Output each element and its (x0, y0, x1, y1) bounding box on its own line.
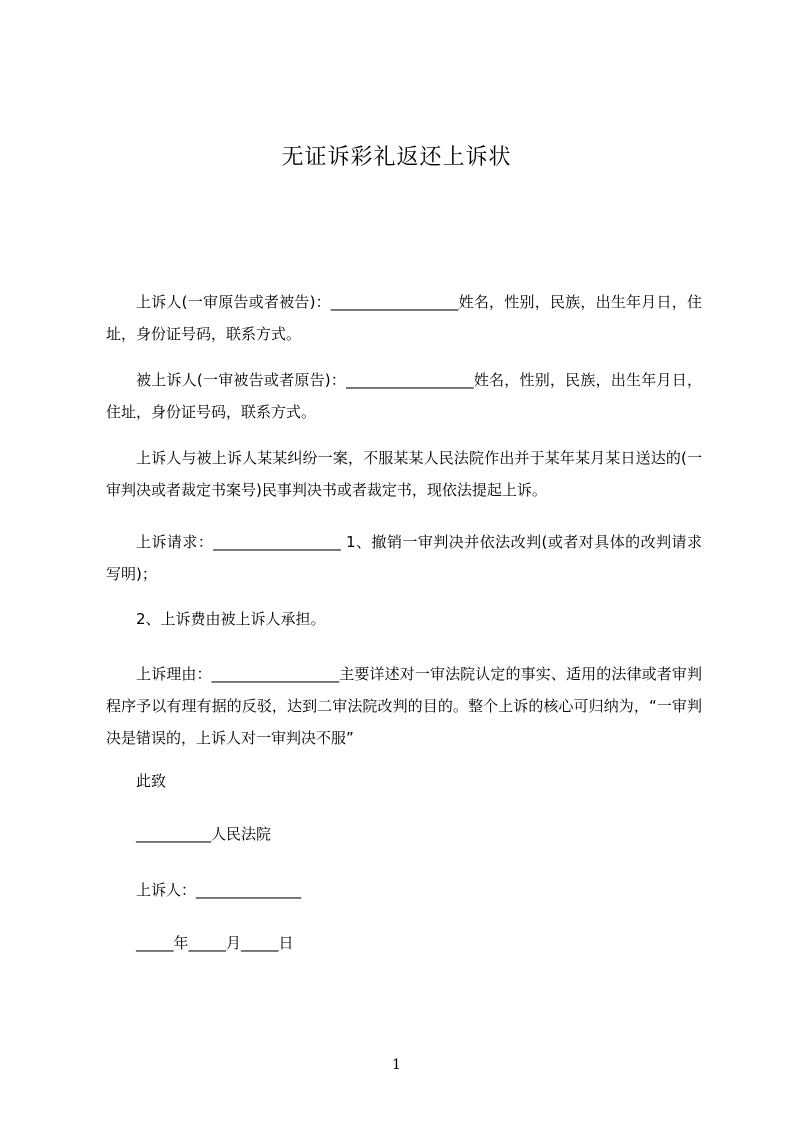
date-line: _____年_____月_____日 (136, 934, 294, 952)
salutation: 此致 (136, 772, 167, 790)
appellant-signature-line: 上诉人：______________ (136, 881, 302, 899)
appeal-fee-paragraph: 2、上诉费由被上诉人承担。 (136, 610, 326, 628)
appellee-paragraph: 被上诉人(一审被告或者原告)：_________________姓名，性别，民族，出生年月日，住址，身份证号码，联系方式。 (106, 371, 702, 421)
document-title: 无证诉彩礼返还上诉状 (281, 145, 512, 170)
court-name-line: __________人民法院 (136, 825, 272, 843)
appellant-paragraph: 上诉人(一审原告或者被告)：_________________姓名，性别，民族，出生年月日，住址，身份证号码，联系方式。 (106, 293, 702, 343)
page-number: 1 (392, 1057, 401, 1073)
appeal-request-paragraph: 上诉请求：_________________ 1、撤销一审判决并依法改判(或者对具体的改判请求写明)； (106, 533, 702, 583)
appeal-reason-paragraph: 上诉理由：_________________主要详述对一审法院认定的事实、适用的法律或者审判程序予以有理有据的反驳，达到二审法院改判的目的。整个上诉的核心可归纳为，“一审判决是错误的，上诉人对一审判决不服” (106, 665, 702, 747)
case-background-paragraph: 上诉人与被上诉人某某纠纷一案，不服某某人民法院作出并于某年某月某日送达的(一审判决或者裁定书案号)民事判决书或者裁定书，现依法提起上诉。 (106, 449, 702, 499)
